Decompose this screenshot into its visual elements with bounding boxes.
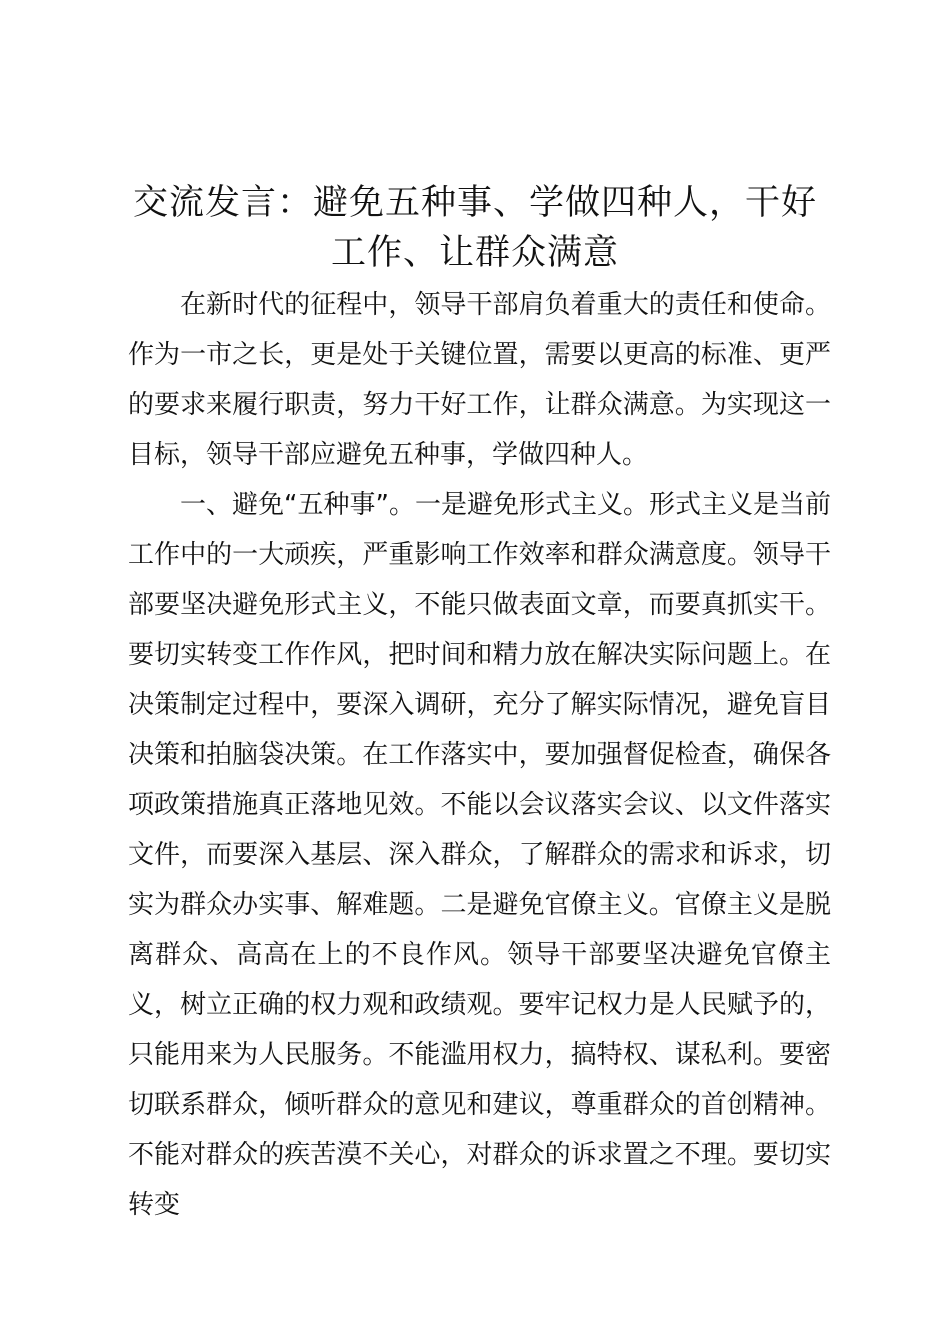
document-title: 交流发言：避免五种事、学做四种人，干好工作、让群众满意 — [132, 183, 817, 273]
paragraph-avoid-five-things: 一、避免“五种事”。一是避免形式主义。形式主义是当前工作中的一大顽疾，严重影响工作效率和群众满意度。领导干部要坚决避免形式主义，不能只做表面文章，而要真抓实干。要切实转变工作作风，把时间和精力放在解决实际问题上。在决策制定过程中，要深入调研，充分了解实际情况，避免盲目决策和拍脑袋决策。在工作落实中，要加强督促检查，确保各项政策措施真正落地见效。不能以会议落实会议、以文件落实文件，而要深入基层、深入群众，了解群众的需求和诉求，切实为群众办实事、解难题。二是避免官僚主义。官僚主义是脱离群众、高高在上的不良作风。领导干部要坚决避免官僚主义，树立正确的权力观和政绩观。要牢记权力是人民赋予的，只能用来为人民服务。不能滥用权力，搞特权、谋私利。要密切联系群众，倾听群众的意见和建议，尊重群众的首创精神。不能对群众的疾苦漠不关心，对群众的诉求置之不理。要切实转变 — [128, 490, 831, 1220]
paragraph-intro: 在新时代的征程中，领导干部肩负着重大的责任和使命。作为一市之长，更是处于关键位置，需要以更高的标准、更严的要求来履行职责，努力干好工作，让群众满意。为实现这一目标，领导干部应避免五种事，学做四种人。 — [128, 290, 831, 470]
document-body — [128, 280, 831, 1230]
